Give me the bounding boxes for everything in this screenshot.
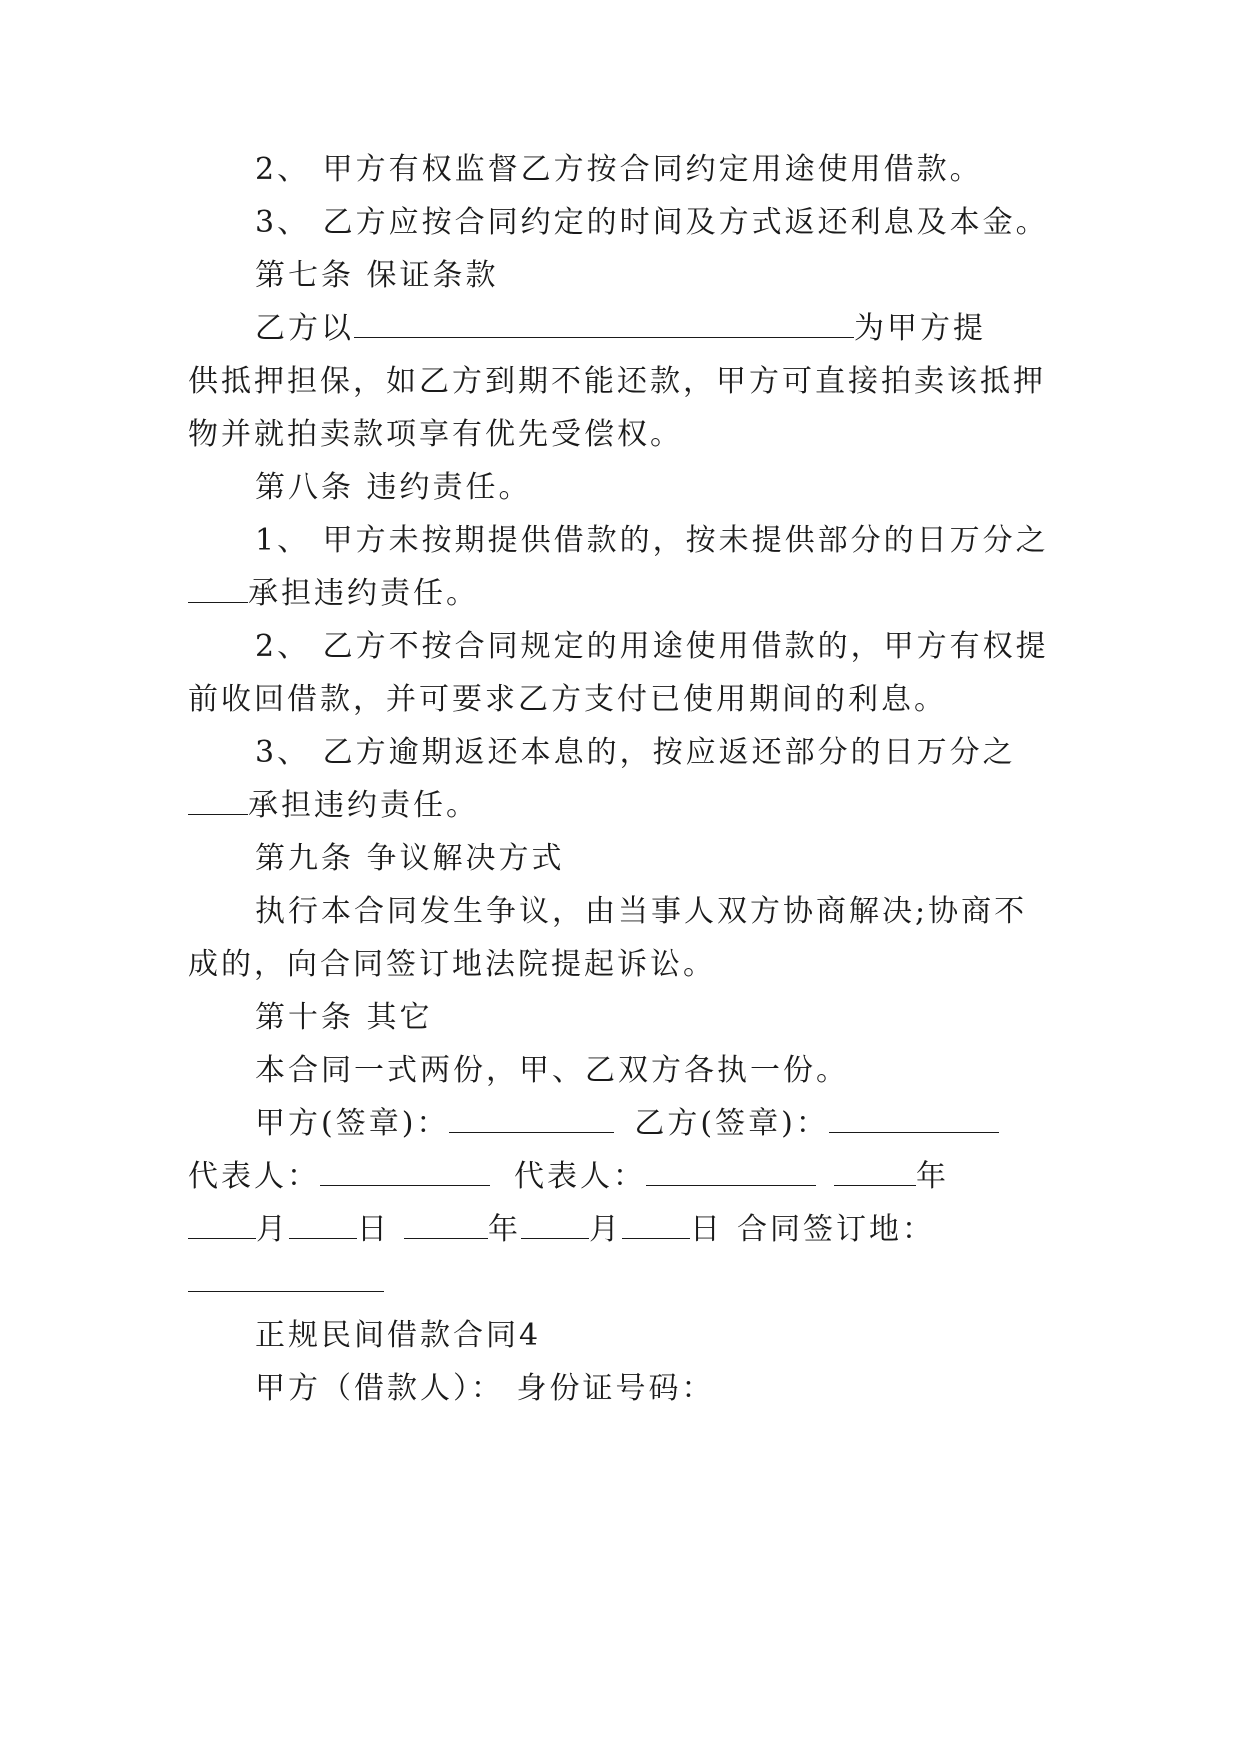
- clause-8-item-1: 1、 甲方未按期提供借款的，按未提供部分的日万分之: [255, 523, 1049, 558]
- clause-7-text-end: 为甲方提: [854, 311, 986, 346]
- party-b-signature-blank[interactable]: [829, 1104, 999, 1133]
- date-b-month-blank[interactable]: [521, 1210, 589, 1239]
- clause-8-item-3: 3、 乙方逾期返还本息的，按应返还部分的日万分之: [255, 735, 1016, 770]
- signature-row: [255, 1104, 1075, 1144]
- clause-8-item-1-cont: [188, 574, 1068, 614]
- date-b-day-blank[interactable]: [622, 1210, 690, 1239]
- clause-7-line-3: 物并就拍卖款项享有优先受偿权。: [188, 417, 683, 452]
- clause-9-line-1: 执行本合同发生争议，由当事人双方协商解决;协商不: [255, 894, 1028, 929]
- clause-7-line-2: 供抵押担保，如乙方到期不能还款，甲方可直接拍卖该抵押: [188, 364, 1046, 399]
- clause-6-item-2: 2、 甲方有权监督乙方按合同约定用途使用借款。: [255, 152, 983, 187]
- signing-place-row: [188, 1263, 1068, 1303]
- party-b-representative-blank[interactable]: [646, 1157, 816, 1186]
- party-a-signature-label: 甲方(签章)：: [255, 1106, 450, 1141]
- clause-7-line-1: [255, 309, 1075, 349]
- clause-6-item-3: 3、 乙方应按合同约定的时间及方式返还利息及本金。: [255, 205, 1049, 240]
- party-a-representative-blank[interactable]: [320, 1157, 490, 1186]
- date-a-year-label: 年: [916, 1159, 949, 1194]
- date-b-year-label: 年: [488, 1212, 521, 1247]
- clause-10-line-1: 本合同一式两份，甲、乙双方各执一份。: [255, 1053, 849, 1088]
- clause-8-item-2: 2、 乙方不按合同规定的用途使用借款的，甲方有权提: [255, 629, 1049, 664]
- party-a-signature-blank[interactable]: [449, 1104, 614, 1133]
- party-b-representative-label: 代表人：: [514, 1159, 646, 1194]
- collateral-blank[interactable]: [354, 309, 854, 338]
- date-row: [188, 1210, 1068, 1250]
- clause-7-heading: 第七条 保证条款: [255, 258, 499, 293]
- date-a-day-blank[interactable]: [289, 1210, 357, 1239]
- date-a-day-label: 日: [357, 1212, 390, 1247]
- party-a-representative-label: 代表人：: [188, 1159, 320, 1194]
- clause-8-item-2-cont: 前收回借款，并可要求乙方支付已使用期间的利息。: [188, 682, 947, 717]
- borrower-line: 甲方（借款人）： 身份证号码：: [255, 1371, 715, 1406]
- signing-place-label: 合同签订地：: [737, 1212, 935, 1247]
- date-a-year-blank[interactable]: [834, 1157, 916, 1186]
- signing-place-blank[interactable]: [188, 1263, 384, 1292]
- clause-7-text-start: 乙方以: [255, 311, 354, 346]
- date-b-day-label: 日: [690, 1212, 723, 1247]
- clause-8-item-3-cont: [188, 786, 1068, 826]
- date-b-month-label: 月: [589, 1212, 622, 1247]
- date-a-month-blank[interactable]: [188, 1210, 256, 1239]
- party-b-signature-label: 乙方(签章)：: [634, 1106, 829, 1141]
- next-contract-title: 正规民间借款合同4: [255, 1318, 542, 1353]
- date-a-month-label: 月: [256, 1212, 289, 1247]
- rate-blank-2[interactable]: [188, 786, 248, 815]
- date-b-year-blank[interactable]: [404, 1210, 488, 1239]
- representative-row: [188, 1157, 1068, 1197]
- rate-blank-1[interactable]: [188, 574, 248, 603]
- clause-9-heading: 第九条 争议解决方式: [255, 841, 565, 876]
- clause-8-heading: 第八条 违约责任。: [255, 470, 532, 505]
- clause-8-item-1-end: 承担违约责任。: [248, 576, 479, 611]
- clause-9-line-2: 成的，向合同签订地法院提起诉讼。: [188, 947, 716, 982]
- clause-10-heading: 第十条 其它: [255, 1000, 433, 1035]
- clause-8-item-3-end: 承担违约责任。: [248, 788, 479, 823]
